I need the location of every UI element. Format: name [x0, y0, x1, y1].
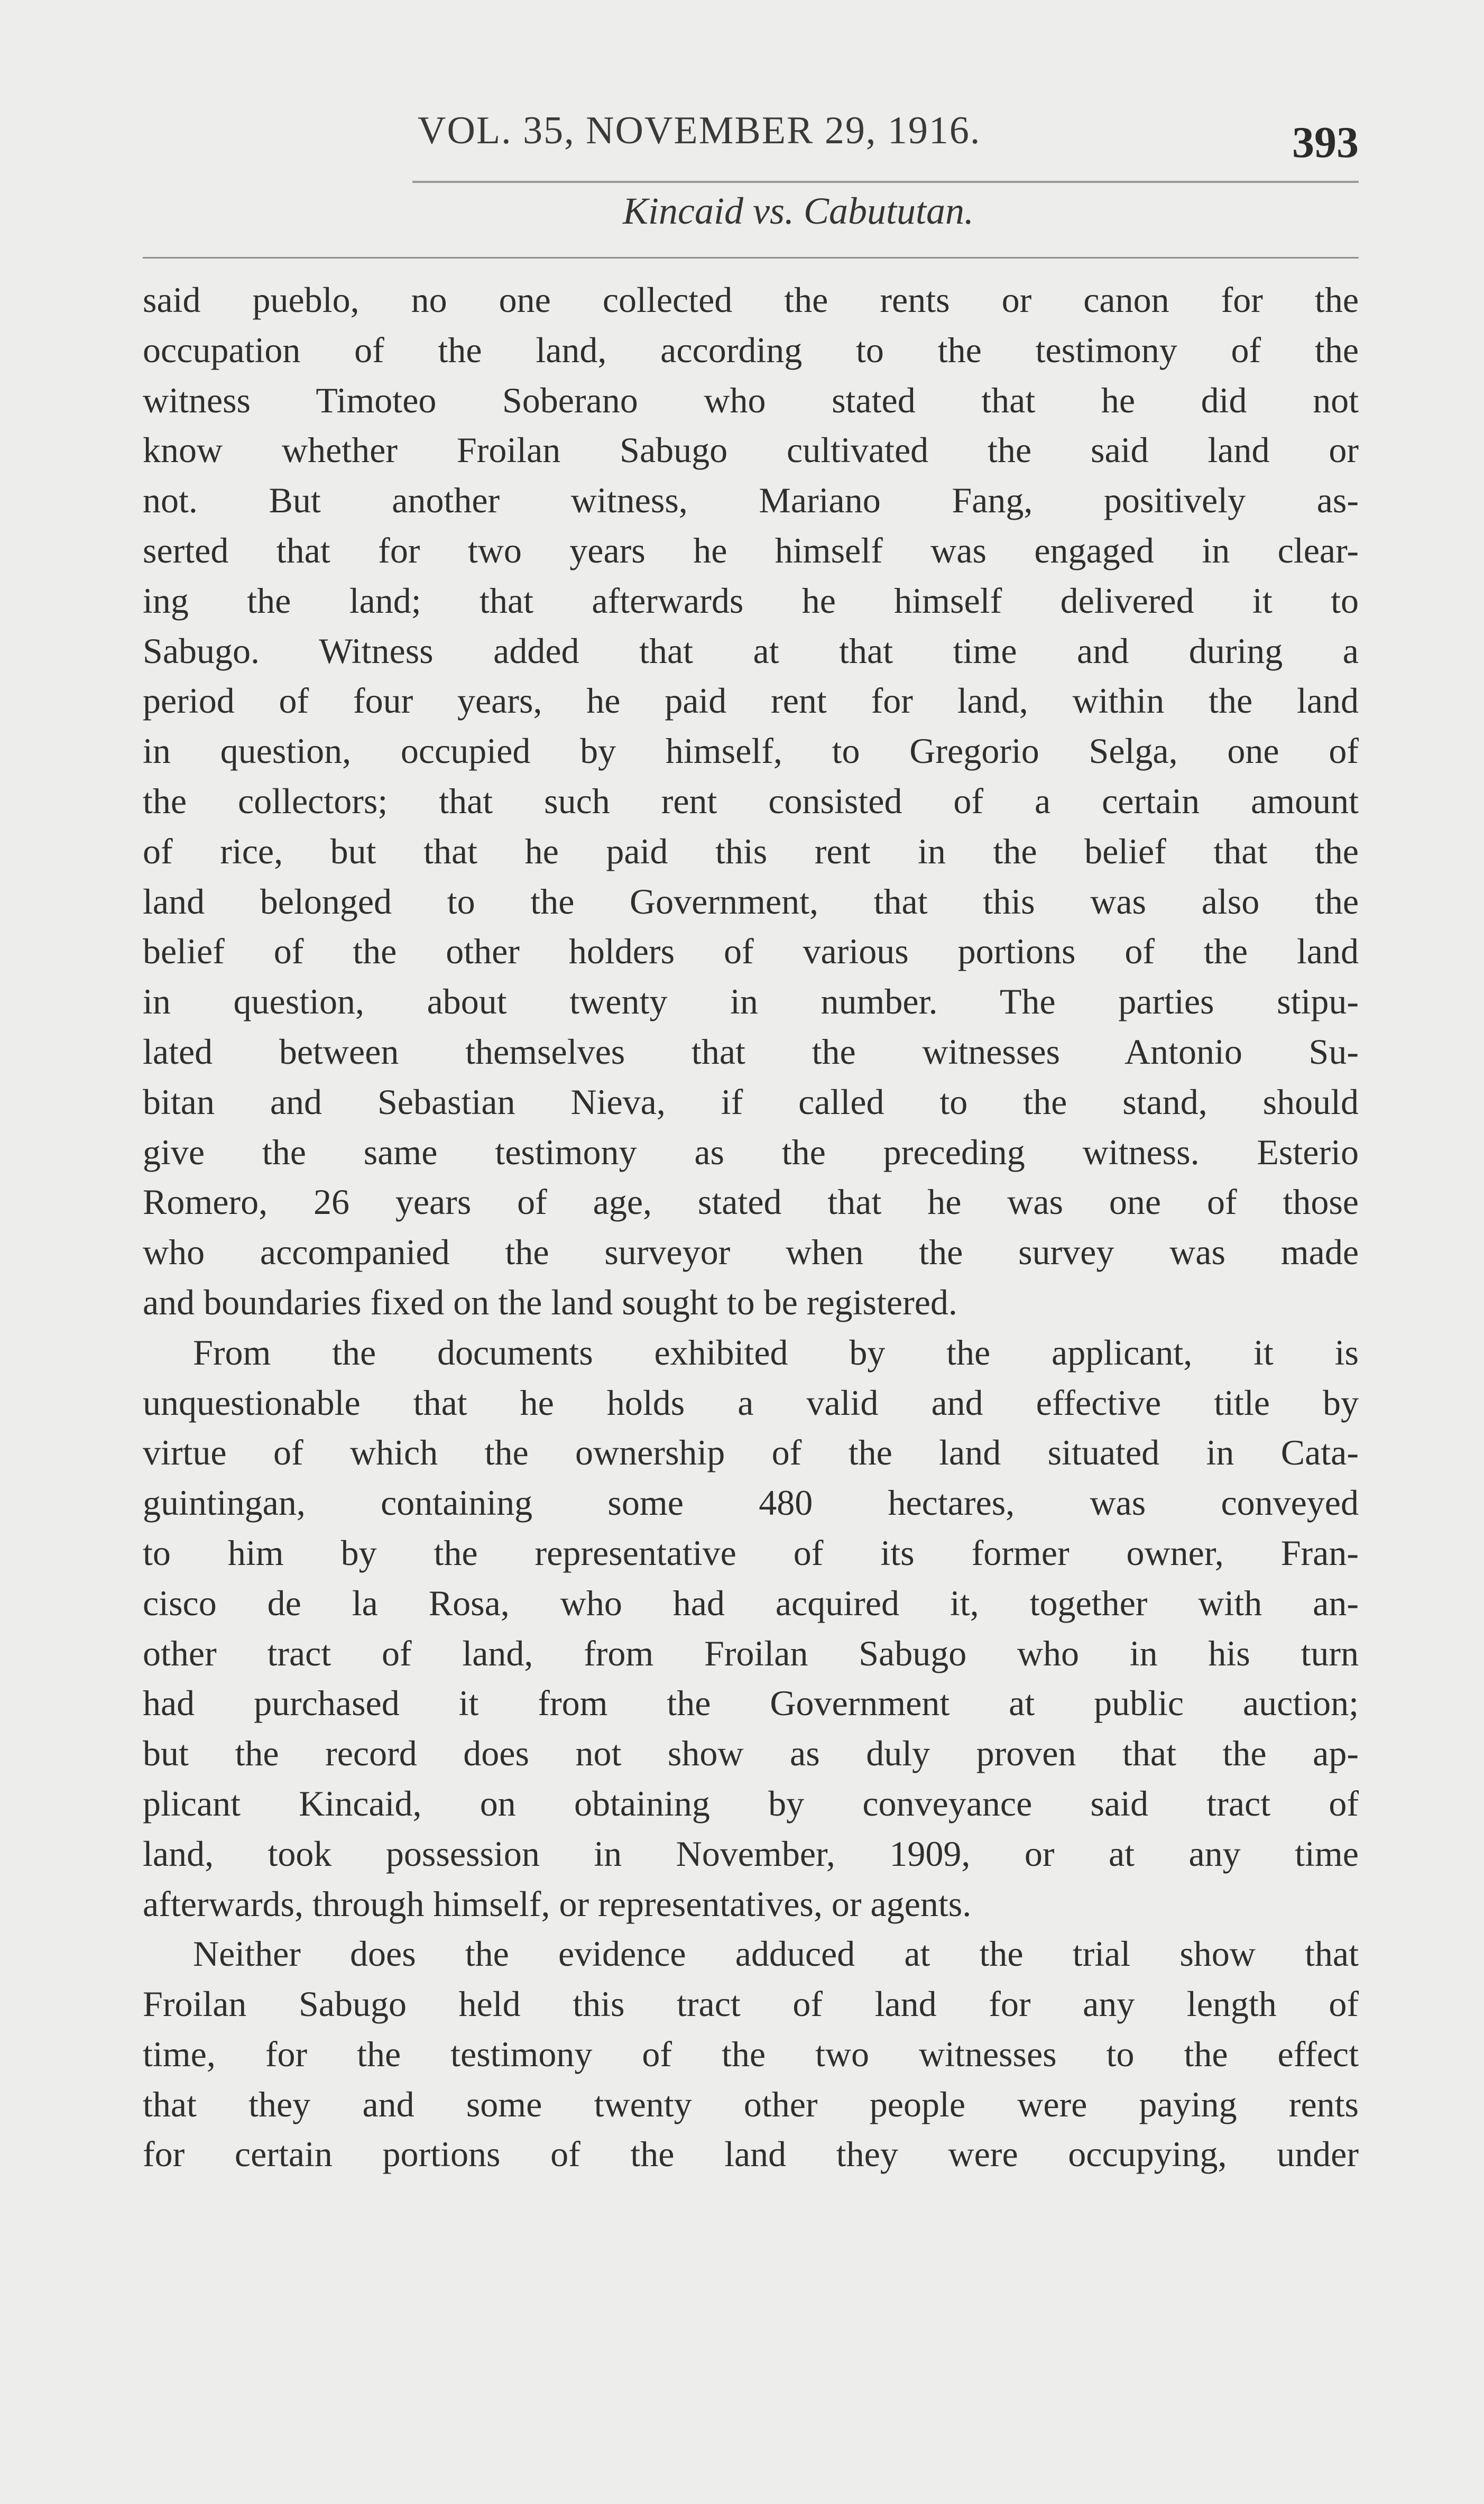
text-line: time, for the testimony of the two witnesses to the effect: [143, 2033, 1359, 2074]
text-line: virtue of which the ownership of the land situated in Cata-: [143, 1432, 1359, 1473]
text-line: witness Timoteo Soberano who stated that he did not: [143, 380, 1359, 420]
running-head: [143, 98, 1359, 167]
text-line: in question, occupied by himself, to Gregorio Selga, one of: [143, 731, 1359, 771]
text-line: unquestionable that he holds a valid and effective title by: [143, 1382, 1359, 1423]
text-line: land belonged to the Government, that this was also the: [143, 881, 1359, 922]
text-line: From the documents exhibited by the applicant, it is: [193, 1332, 1359, 1373]
text-line: the collectors; that such rent consisted of a certain amount: [143, 780, 1359, 821]
text-line: had purchased it from the Government at public auction;: [143, 1683, 1359, 1724]
text-line: Romero, 26 years of age, stated that he was one of those: [143, 1182, 1359, 1222]
page-number: 393: [1292, 118, 1359, 167]
text-line: Sabugo. Witness added that at that time and during a: [143, 630, 1359, 671]
text-line: lated between themselves that the witnesses Antonio Su-: [143, 1031, 1359, 1072]
text-line: afterwards, through himself, or representatives, or agents.: [143, 1883, 972, 1924]
text-line: give the same testimony as the preceding witness. Esterio: [143, 1131, 1359, 1172]
title-rule: [143, 257, 1359, 259]
text-line: Froilan Sabugo held this tract of land for any length of: [143, 1984, 1359, 2024]
case-title: Kincaid vs. Cabututan.: [623, 190, 974, 232]
text-line: to him by the representative of its former owner, Fran-: [143, 1532, 1359, 1573]
text-line: belief of the other holders of various portions of the land: [143, 931, 1359, 972]
text-line: that they and some twenty other people were paying rents: [143, 2084, 1359, 2124]
text-line: not. But another witness, Mariano Fang, positively as-: [143, 480, 1359, 521]
text-line: who accompanied the surveyor when the survey was made: [143, 1232, 1359, 1273]
text-line: in question, about twenty in number. The parties stipu-: [143, 981, 1359, 1022]
text-line: occupation of the land, according to the testimony of the: [143, 329, 1359, 370]
text-line: know whether Froilan Sabugo cultivated the said land or: [143, 430, 1359, 471]
text-line: plicant Kincaid, on obtaining by conveyance said tract of: [143, 1783, 1359, 1824]
text-line: period of four years, he paid rent for land, within the land: [143, 680, 1359, 721]
text-line: guintingan, containing some 480 hectares, was conveyed: [143, 1483, 1359, 1523]
text-line: said pueblo, no one collected the rents or canon for the: [143, 280, 1359, 320]
text-line: of rice, but that he paid this rent in the belief that the: [143, 831, 1359, 871]
text-line: land, took possession in November, 1909, or at any time: [143, 1833, 1359, 1874]
text-line: and boundaries fixed on the land sought to be registered.: [143, 1282, 957, 1322]
header-rule: [412, 181, 1359, 183]
text-line: other tract of land, from Froilan Sabugo who in his turn: [143, 1633, 1359, 1673]
body-text: [143, 275, 1359, 2179]
text-line: Neither does the evidence adduced at the trial show that: [193, 1934, 1359, 1974]
text-line: bitan and Sebastian Nieva, if called to the stand, should: [143, 1081, 1359, 1122]
text-line: ing the land; that afterwards he himself delivered it to: [143, 580, 1359, 621]
text-line: for certain portions of the land they were occupying, under: [143, 2134, 1359, 2175]
text-line: serted that for two years he himself was engaged in clear-: [143, 530, 1359, 570]
text-line: but the record does not show as duly proven that the ap-: [143, 1733, 1359, 1774]
volume-date: VOL. 35, NOVEMBER 29, 1916.: [418, 109, 981, 152]
text-line: cisco de la Rosa, who had acquired it, together with an-: [143, 1582, 1359, 1623]
